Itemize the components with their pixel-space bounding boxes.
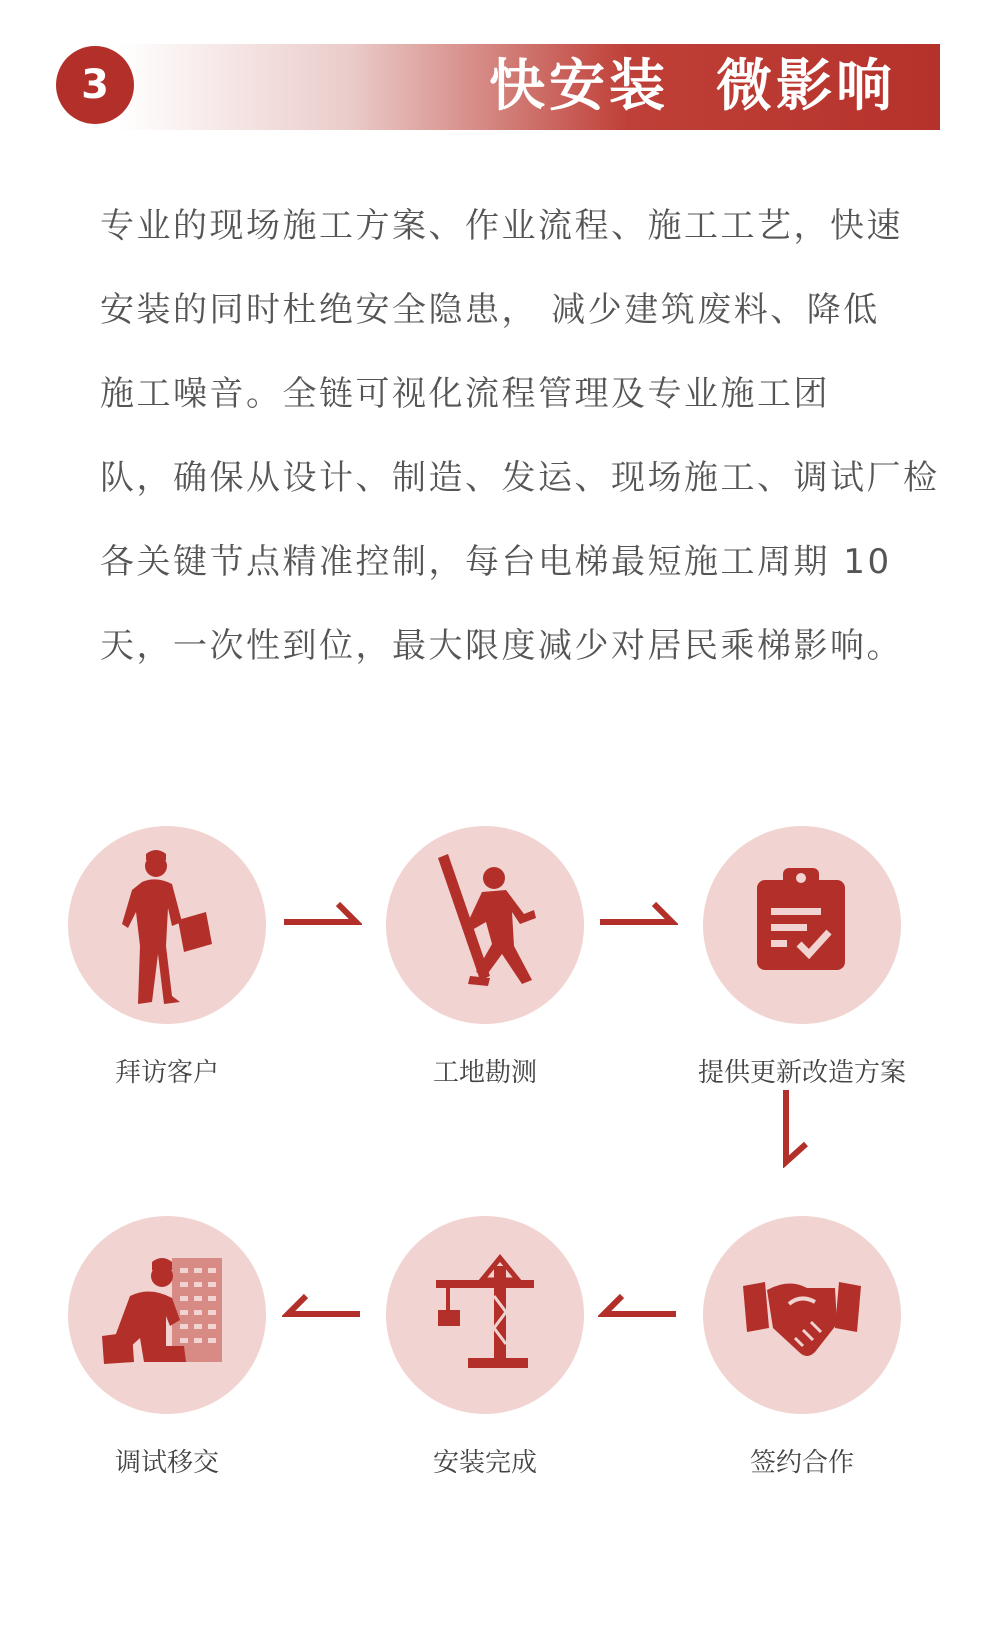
step-circle — [703, 826, 901, 1024]
step-label: 拜访客户 — [114, 1058, 219, 1088]
arrow-down-icon — [780, 1088, 810, 1168]
arrow-right-icon — [282, 900, 362, 930]
section-title: 快安装 微影响 — [489, 54, 896, 119]
worker-carrying-box-icon — [68, 826, 266, 1024]
intro-line: 各关键节点精准控制，每台电梯最短施工周期 10 — [100, 542, 892, 582]
clipboard-check-icon — [703, 826, 901, 1024]
intro-line: 队，确保从设计、制造、发运、现场施工、调试厂检 — [100, 458, 940, 498]
step-circle — [386, 826, 584, 1024]
step-label: 安装完成 — [432, 1448, 537, 1478]
step-circle — [68, 1216, 266, 1414]
arrow-right-icon — [598, 900, 678, 930]
process-step-visit-customer — [37, 826, 297, 1089]
handshake-icon — [703, 1216, 901, 1414]
step-label: 签约合作 — [749, 1448, 854, 1478]
intro-line: 施工噪音。全链可视化流程管理及专业施工团 — [100, 374, 830, 414]
intro-paragraph — [100, 184, 940, 688]
process-step-commissioning-handover — [37, 1216, 297, 1479]
process-step-installation-complete — [355, 1216, 615, 1479]
step-number-badge: 3 — [56, 46, 134, 124]
worker-building-icon — [68, 1216, 266, 1414]
arrow-left-icon — [282, 1290, 362, 1320]
step-label: 提供更新改造方案 — [697, 1058, 906, 1088]
step-label: 工地勘测 — [432, 1058, 537, 1088]
surveyor-worker-icon — [386, 826, 584, 1024]
step-label: 调试移交 — [114, 1448, 219, 1478]
step-circle — [68, 826, 266, 1024]
intro-line: 安装的同时杜绝安全隐患， 减少建筑废料、降低 — [100, 290, 880, 330]
intro-line: 专业的现场施工方案、作业流程、施工工艺，快速 — [100, 206, 903, 246]
step-circle — [703, 1216, 901, 1414]
tower-crane-icon — [386, 1216, 584, 1414]
title-banner — [118, 44, 940, 130]
process-step-sign-cooperation — [672, 1216, 932, 1479]
step-circle — [386, 1216, 584, 1414]
process-step-site-survey — [355, 826, 615, 1089]
arrow-left-icon — [598, 1290, 678, 1320]
intro-line: 天，一次性到位，最大限度减少对居民乘梯影响。 — [100, 626, 903, 666]
process-step-renovation-plan — [672, 826, 932, 1089]
